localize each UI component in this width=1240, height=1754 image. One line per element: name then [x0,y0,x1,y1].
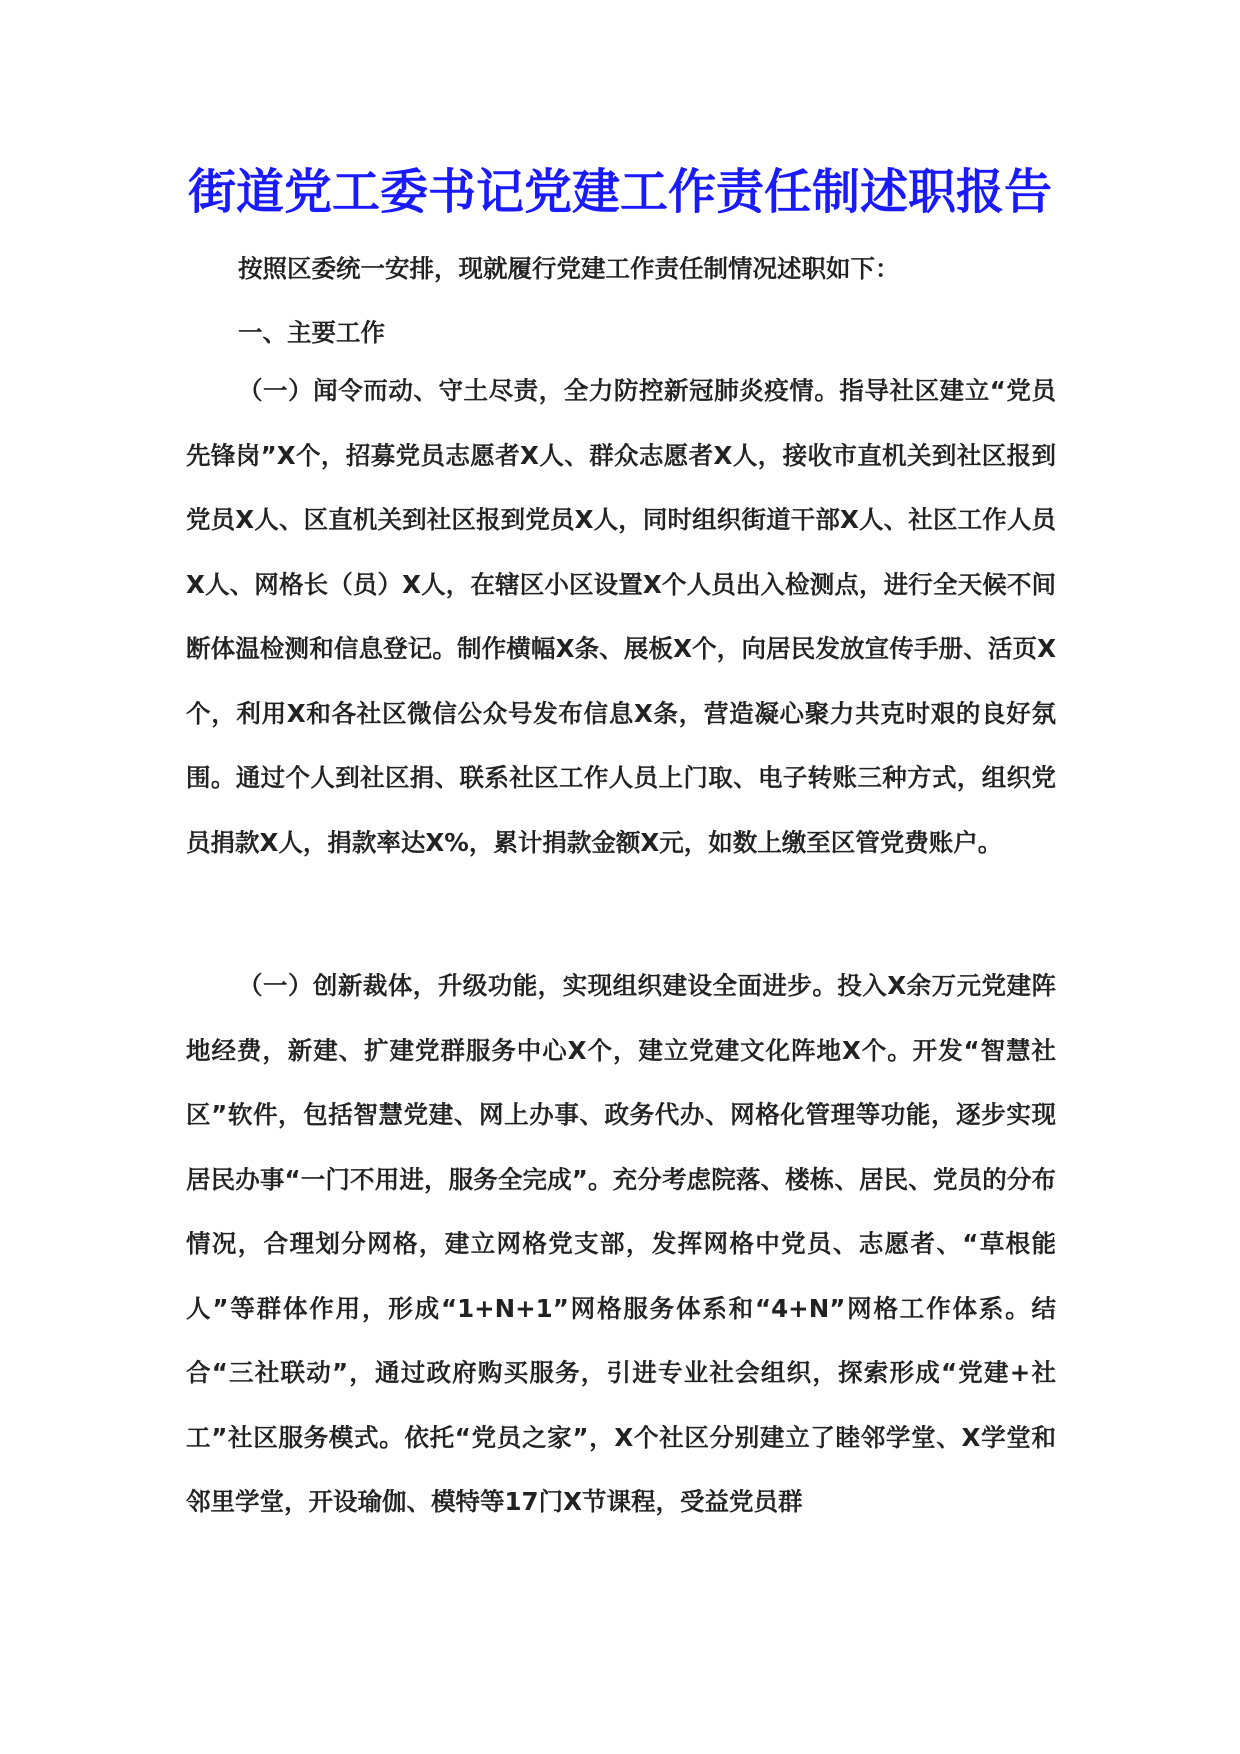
section-heading: 一、主要工作 [238,318,385,347]
intro-paragraph: 按照区委统一安排，现就履行党建工作责任制情况述职如下： [238,254,900,283]
document-title: 街道党工委书记党建工作责任制述职报告 [187,164,1052,220]
body-paragraph: （一）创新裁体，升级功能，实现组织建设全面进步。投入X余万元党建阵地经费，新建、扩建党群服务中心X个，建立党建文化阵地X个。开发“智慧社区”软件，包括智慧党建、网上办事、政务代办、网格化管理等功能，逐步实现居民办事“一门不用进，服务全完成”。充分考虑院落、楼栋、居民、党员的分布情况，合理划分网格，建立网格党支部，发挥网格中党员、志愿者、“草根能人”等群体作用，形成“1+N+1”网格服务体系和“4+N”网格工作体系。结合“三社联动”，通过政府购买服务，引进专业社会组织，探索形成“党建+社工”社区服务模式。依托“党员之家”，X个社区分别建立了睦邻学堂、X学堂和邻里学堂，开设瑜伽、模特等17门X节课程，受益党员群 [186,971,1056,1516]
body-paragraph: （一）闻令而动、守土尽责，全力防控新冠肺炎疫情。指导社区建立“党员先锋岗”X个，招募党员志愿者X人、群众志愿者X人，接收市直机关到社区报到党员X人、区直机关到社区报到党员X人，同时组织街道干部X人、社区工作人员X人、网格长（员）X人，在辖区小区设置X个人员出入检测点，进行全天候不间断体温检测和信息登记。制作横幅X条、展板X个，向居民发放宣传手册、活页X个，利用X和各社区微信公众号发布信息X条，营造凝心聚力共克时艰的良好氛围。通过个人到社区捐、联系社区工作人员上门取、电子转账三种方式，组织党员捐款X人，捐款率达X%，累计捐款金额X元，如数上缴至区管党费账户。 [186,376,1056,857]
